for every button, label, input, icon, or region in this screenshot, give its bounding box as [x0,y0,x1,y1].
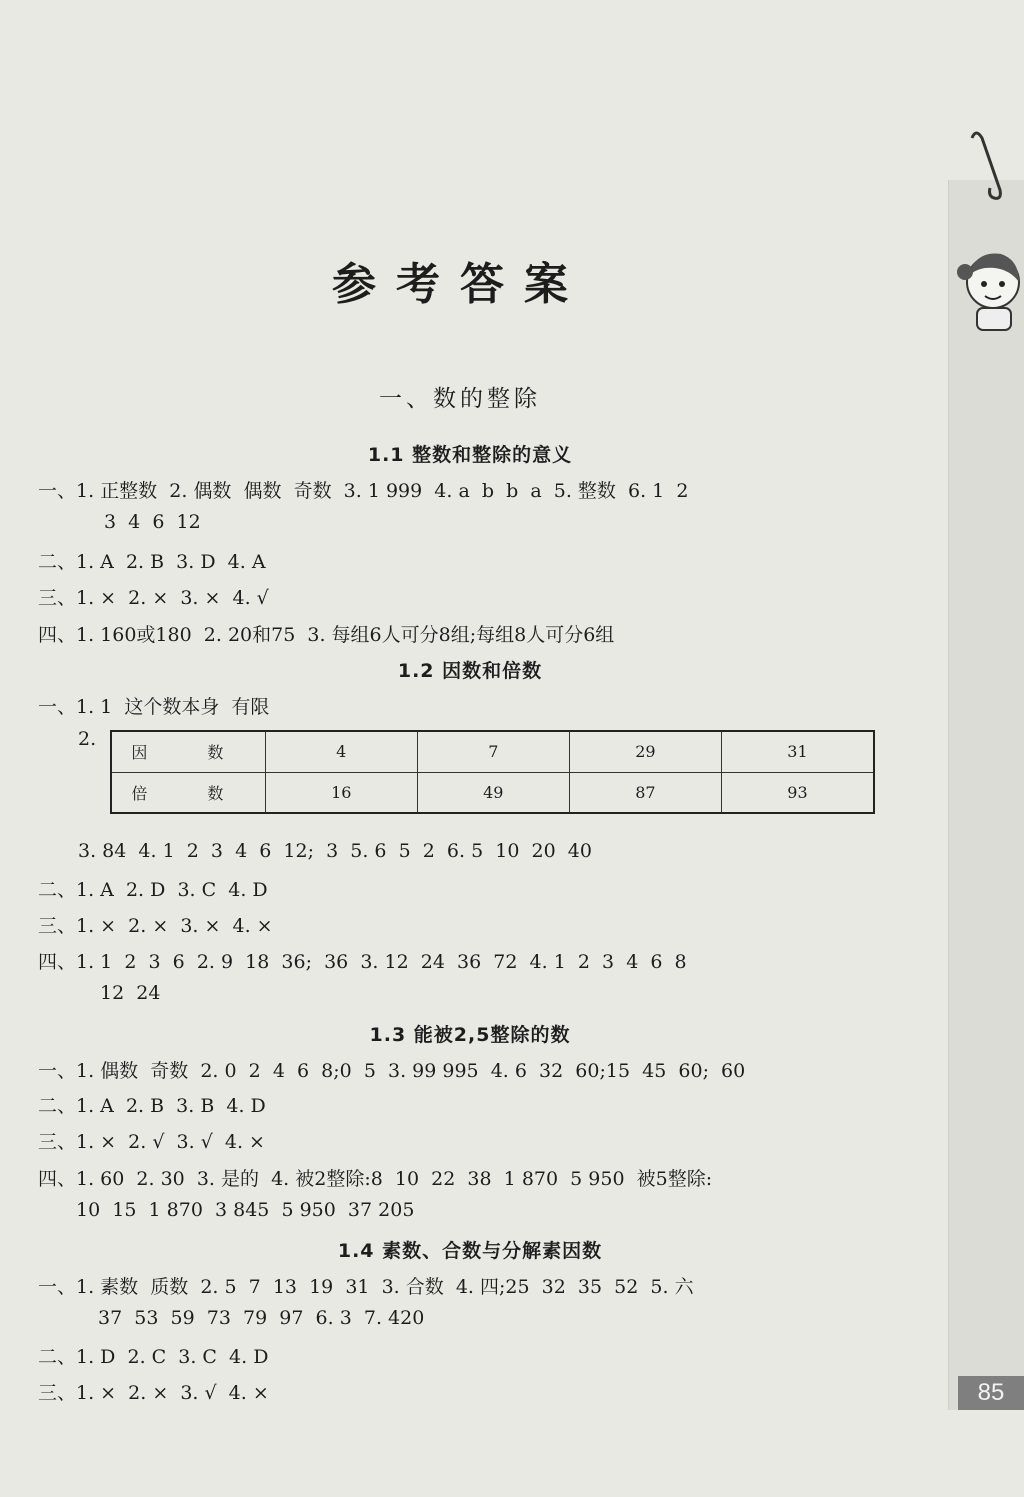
page-number: 85 [958,1376,1024,1410]
page-title: 参考答案 [332,259,588,310]
table-cell: 7 [417,731,569,772]
answer-line: 四、1. 160或180 2. 20和75 3. 每组6人可分8组;每组8人可分6组 [38,624,615,646]
paperclip-icon [962,128,1012,208]
table-cell: 93 [721,772,874,813]
answer-line: 一、1. 偶数 奇数 2. 0 2 4 6 8;0 5 3. 99 995 4. 6 32 60;15 45 60; 60 [38,1060,746,1082]
side-tab [948,180,1024,1410]
factor-multiple-table [110,730,875,814]
table-cell: 4 [265,731,417,772]
answer-line: 三、1. × 2. × 3. × 4. √ [38,587,269,609]
answer-line: 3 4 6 12 [104,511,201,533]
answer-line: 四、1. 1 2 3 6 2. 9 18 36; 36 3. 12 24 36 72 4. 1 2 3 4 6 8 [38,951,687,973]
answer-line: 二、1. A 2. B 3. D 4. A [38,551,266,573]
answer-line: 2. [78,728,97,750]
girl-mascot-icon [955,242,1024,332]
table-cell: 49 [417,772,569,813]
answer-line: 二、1. D 2. C 3. C 4. D [38,1346,269,1368]
answer-line: 一、1. 素数 质数 2. 5 7 13 19 31 3. 合数 4. 四;25 32 35 52 5. 六 [38,1276,694,1298]
section-title-1-4: 1.4 素数、合数与分解素因数 [337,1240,603,1262]
answer-line: 二、1. A 2. B 3. B 4. D [38,1095,266,1117]
answer-line: 12 24 [100,982,161,1004]
table-cell: 29 [569,731,721,772]
answer-line: 四、1. 60 2. 30 3. 是的 4. 被2整除:8 10 22 38 1 870 5 950 被5整除: [38,1168,713,1190]
chapter-heading: 一、数的整除 [379,386,541,412]
answer-line: 3. 84 4. 1 2 3 4 6 12; 3 5. 6 5 2 6. 5 10 20 40 [78,840,592,862]
answer-line: 37 53 59 73 79 97 6. 3 7. 420 [98,1307,425,1329]
table-cell: 31 [721,731,874,772]
answer-line: 三、1. × 2. √ 3. √ 4. × [38,1131,265,1153]
section-title-1-2: 1.2 因数和倍数 [397,660,543,682]
answer-line: 10 15 1 870 3 845 5 950 37 205 [76,1199,415,1221]
table-row-label: 因 数 [111,731,265,772]
section-title-1-3: 1.3 能被2,5整除的数 [369,1024,571,1046]
answer-line: 三、1. × 2. × 3. √ 4. × [38,1382,269,1404]
section-title-1-1: 1.1 整数和整除的意义 [367,444,573,466]
answer-line: 三、1. × 2. × 3. × 4. × [38,915,273,937]
table-cell: 16 [265,772,417,813]
answer-line: 二、1. A 2. D 3. C 4. D [38,879,268,901]
answer-line: 一、1. 1 这个数本身 有限 [38,696,270,718]
answer-line: 一、1. 正整数 2. 偶数 偶数 奇数 3. 1 999 4. a b b a 5. 整数 6. 1 2 [38,480,689,502]
table-cell: 87 [569,772,721,813]
table-row-label: 倍 数 [111,772,265,813]
